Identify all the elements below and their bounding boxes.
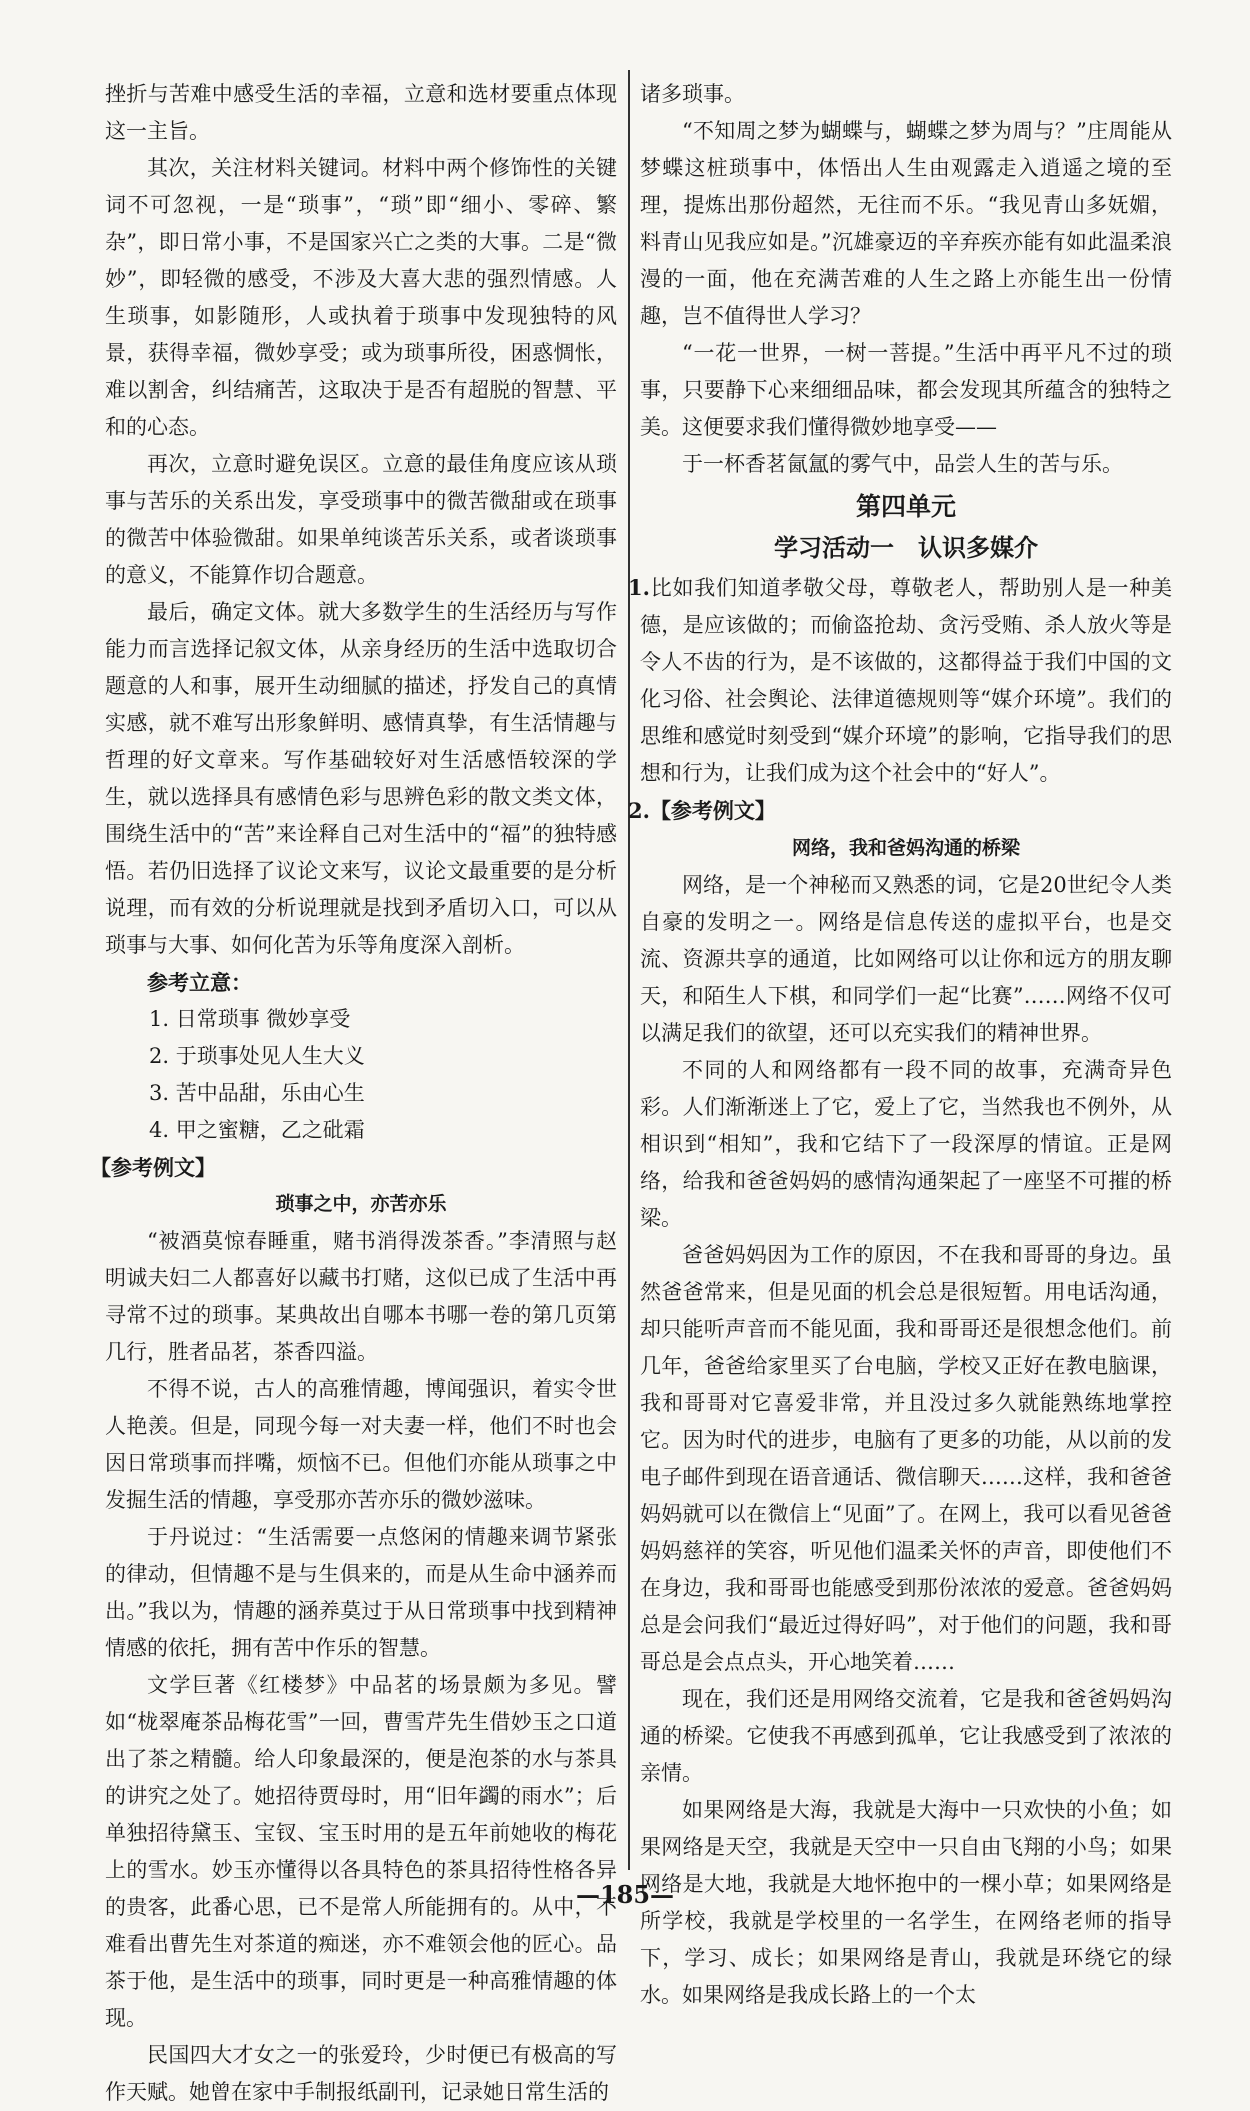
paragraph: 网络，是一个神秘而又熟悉的词，它是20世纪令人类自豪的发明之一。网络是信息传送的虚拟平台，也是交流、资源共享的通道，比如网络可以让你和远方的朋友聊天，和陌生人下棋，和同学们一起“比赛”……网络不仅可以满足我们的欲望，还可以充实我们的精神世界。 [640, 873, 1172, 1045]
reference-item: 1. 日常琐事 微妙享受 [149, 1007, 351, 1031]
column-divider [628, 70, 630, 1870]
paragraph: 挫折与苦难中感受生活的幸福，立意和选材要重点体现这一主旨。 [105, 82, 617, 143]
example-tag: 【参考例文】 [649, 798, 776, 823]
paragraph: “被酒莫惊春睡重，赌书消得泼茶香。”李清照与赵明诚夫妇二人都喜好以藏书打赌，这似已成了生活中再寻常不过的琐事。某典故出自哪本书哪一卷的第几页第几行，胜者品茗，茶香四溢。 [105, 1229, 617, 1364]
paragraph: 再次，立意时避免误区。立意的最佳角度应该从琐事与苦乐的关系出发，享受琐事中的微苦微甜或在琐事的微苦中体验微甜。如果单纯谈苦乐关系，或者谈琐事的意义，不能算作切合题意。 [105, 452, 617, 587]
unit-title: 第四单元 [855, 492, 956, 521]
essay-title: 网络，我和爸妈沟通的桥梁 [791, 837, 1020, 859]
left-column [90, 76, 617, 2111]
paragraph: 文学巨著《红楼梦》中品茗的场景颇为多见。譬如“栊翠庵茶品梅花雪”一回，曹雪芹先生借妙玉之口道出了茶之精髓。给人印象最深的，便是泡茶的水与茶具的讲究之处了。她招待贾母时，用“旧年蠲的雨水”；后单独招待黛玉、宝钗、宝玉时用的是五年前她收的梅花上的雪水。妙玉亦懂得以各具特色的茶具招待性格各异的贵客，此番心思，已不是常人所能拥有的。从中，不难看出曹先生对茶道的痴迷，亦不难领会他的匠心。品茶于他，是生活中的琐事，同时更是一种高雅情趣的体现。 [105, 1673, 617, 2030]
paragraph: 民国四大才女之一的张爱玲，少时便已有极高的写作天赋。她曾在家中手制报纸副刊，记录她日常生活的 [105, 2043, 617, 2104]
page-number: —185— [575, 1880, 675, 1909]
paragraph: 诸多琐事。 [640, 82, 745, 106]
paragraph: 其次，关注材料关键词。材料中两个修饰性的关键词不可忽视，一是“琐事”，“琐”即“细小、零碎、繁杂”，即日常小事，不是国家兴亡之类的大事。二是“微妙”，即轻微的感受，不涉及大喜大悲的强烈情感。人生琐事，如影随形，人或执着于琐事中发现独特的风景，获得幸福，微妙享受；或为琐事所役，困惑惆怅，难以割舍，纠结痛苦，这取决于是否有超脱的智慧、平和的心态。 [105, 156, 617, 439]
reference-item: 3. 苦中品甜，乐由心生 [149, 1081, 365, 1105]
reference-item: 4. 甲之蜜糖，乙之砒霜 [149, 1118, 365, 1142]
reference-heading: 参考立意： [147, 970, 252, 995]
paragraph: “一花一世界，一树一菩提。”生活中再平凡不过的琐事，只要静下心来细细品味，都会发现其所蕴含的独特之美。这便要求我们懂得微妙地享受—— [640, 341, 1172, 439]
question-number: 2. [628, 798, 650, 823]
question-number: 1. [628, 575, 650, 600]
paragraph: 爸爸妈妈因为工作的原因，不在我和哥哥的身边。虽然爸爸常来，但是见面的机会总是很短暂。用电话沟通，却只能听声音而不能见面，我和哥哥还是很想念他们。前几年，爸爸给家里买了台电脑，学校又正好在教电脑课，我和哥哥对它喜爱非常，并且没过多久就能熟练地掌控它。因为时代的进步，电脑有了更多的功能，从以前的发电子邮件到现在语音通话、微信聊天……这样，我和爸爸妈妈就可以在微信上“见面”了。在网上，我可以看见爸爸妈妈慈祥的笑容，听见他们温柔关怀的声音，即使他们不在身边，我和哥哥也能感受到那份浓浓的爱意。爸爸妈妈总是会问我们“最近过得好吗”，对于他们的问题，我和哥哥总是会点点头，开心地笑着…… [640, 1243, 1172, 1674]
question-text: 比如我们知道孝敬父母，尊敬老人，帮助别人是一种美德，是应该做的；而偷盗抢劫、贪污受贿、杀人放火等是令人不齿的行为，是不该做的，这都得益于我们中国的文化习俗、社会舆论、法律道德规则等“媒介环境”。我们的思维和感觉时刻受到“媒介环境”的影响，它指导我们的思想和行为，让我们成为这个社会中的“好人”。 [640, 576, 1172, 785]
question-2 [628, 792, 1172, 830]
paragraph: 不同的人和网络都有一段不同的故事，充满奇异色彩。人们渐渐迷上了它，爱上了它，当然我也不例外，从相识到“相知”，我和它结下了一段深厚的情谊。正是网络，给我和爸爸妈妈的感情沟通架起了一座坚不可摧的桥梁。 [640, 1058, 1172, 1230]
paragraph: 现在，我们还是用网络交流着，它是我和爸爸妈妈沟通的桥梁。它使我不再感到孤单，它让我感受到了浓浓的亲情。 [640, 1687, 1172, 1785]
reference-item: 2. 于琐事处见人生大义 [149, 1044, 365, 1068]
paragraph: “不知周之梦为蝴蝶与，蝴蝶之梦为周与？”庄周能从梦蝶这桩琐事中，体悟出人生由观露走入逍遥之境的至理，提炼出那份超然，无往而不乐。“我见青山多妩媚，料青山见我应如是。”沉雄豪迈的辛弃疾亦能有如此温柔浪漫的一面，他在充满苦难的人生之路上亦能生出一份情趣，岂不值得世人学习？ [640, 119, 1172, 328]
paragraph: 于一杯香茗氤氲的雾气中，品尝人生的苦与乐。 [682, 452, 1123, 476]
paragraph: 如果网络是大海，我就是大海中一只欢快的小鱼；如果网络是天空，我就是天空中一只自由飞翔的小鸟；如果网络是大地，我就是大地怀抱中的一棵小草；如果网络是所学校，我就是学校里的一名学生，在网络老师的指导下，学习、成长；如果网络是青山，我就是环绕它的绿水。如果网络是我成长路上的一个太 [640, 1798, 1172, 2007]
example-tag: 【参考例文】 [90, 1155, 216, 1180]
paragraph: 于丹说过：“生活需要一点悠闲的情趣来调节紧张的律动，但情趣不是与生俱来的，而是从生命中涵养而出。”我以为，情趣的涵养莫过于从日常琐事中找到精神情感的依托，拥有苦中作乐的智慧。 [105, 1525, 617, 1660]
paragraph: 不得不说，古人的高雅情趣，博闻强识，着实令世人艳羡。但是，同现今每一对夫妻一样，他们不时也会因日常琐事而拌嘴，烦恼不已。但他们亦能从琐事之中发掘生活的情趣，享受那亦苦亦乐的微妙滋味。 [105, 1377, 617, 1512]
paragraph: 最后，确定文体。就大多数学生的生活经历与写作能力而言选择记叙文体，从亲身经历的生活中选取切合题意的人和事，展开生动细腻的描述，抒发自己的真情实感，就不难写出形象鲜明、感情真挚，有生活情趣与哲理的好文章来。写作基础较好对生活感悟较深的学生，就以选择具有感情色彩与思辨色彩的散文类文体，围绕生活中的“苦”来诠释自己对生活中的“福”的独特感悟。若仍旧选择了议论文来写，议论文最重要的是分析说理，而有效的分析说理就是找到矛盾切入口，可以从琐事与大事、如何化苦为乐等角度深入剖析。 [105, 600, 617, 957]
essay-title: 琐事之中，亦苦亦乐 [275, 1193, 447, 1215]
question-1 [628, 569, 1172, 792]
activity-title: 学习活动一 认识多媒介 [774, 534, 1038, 562]
right-column [628, 76, 1172, 2014]
